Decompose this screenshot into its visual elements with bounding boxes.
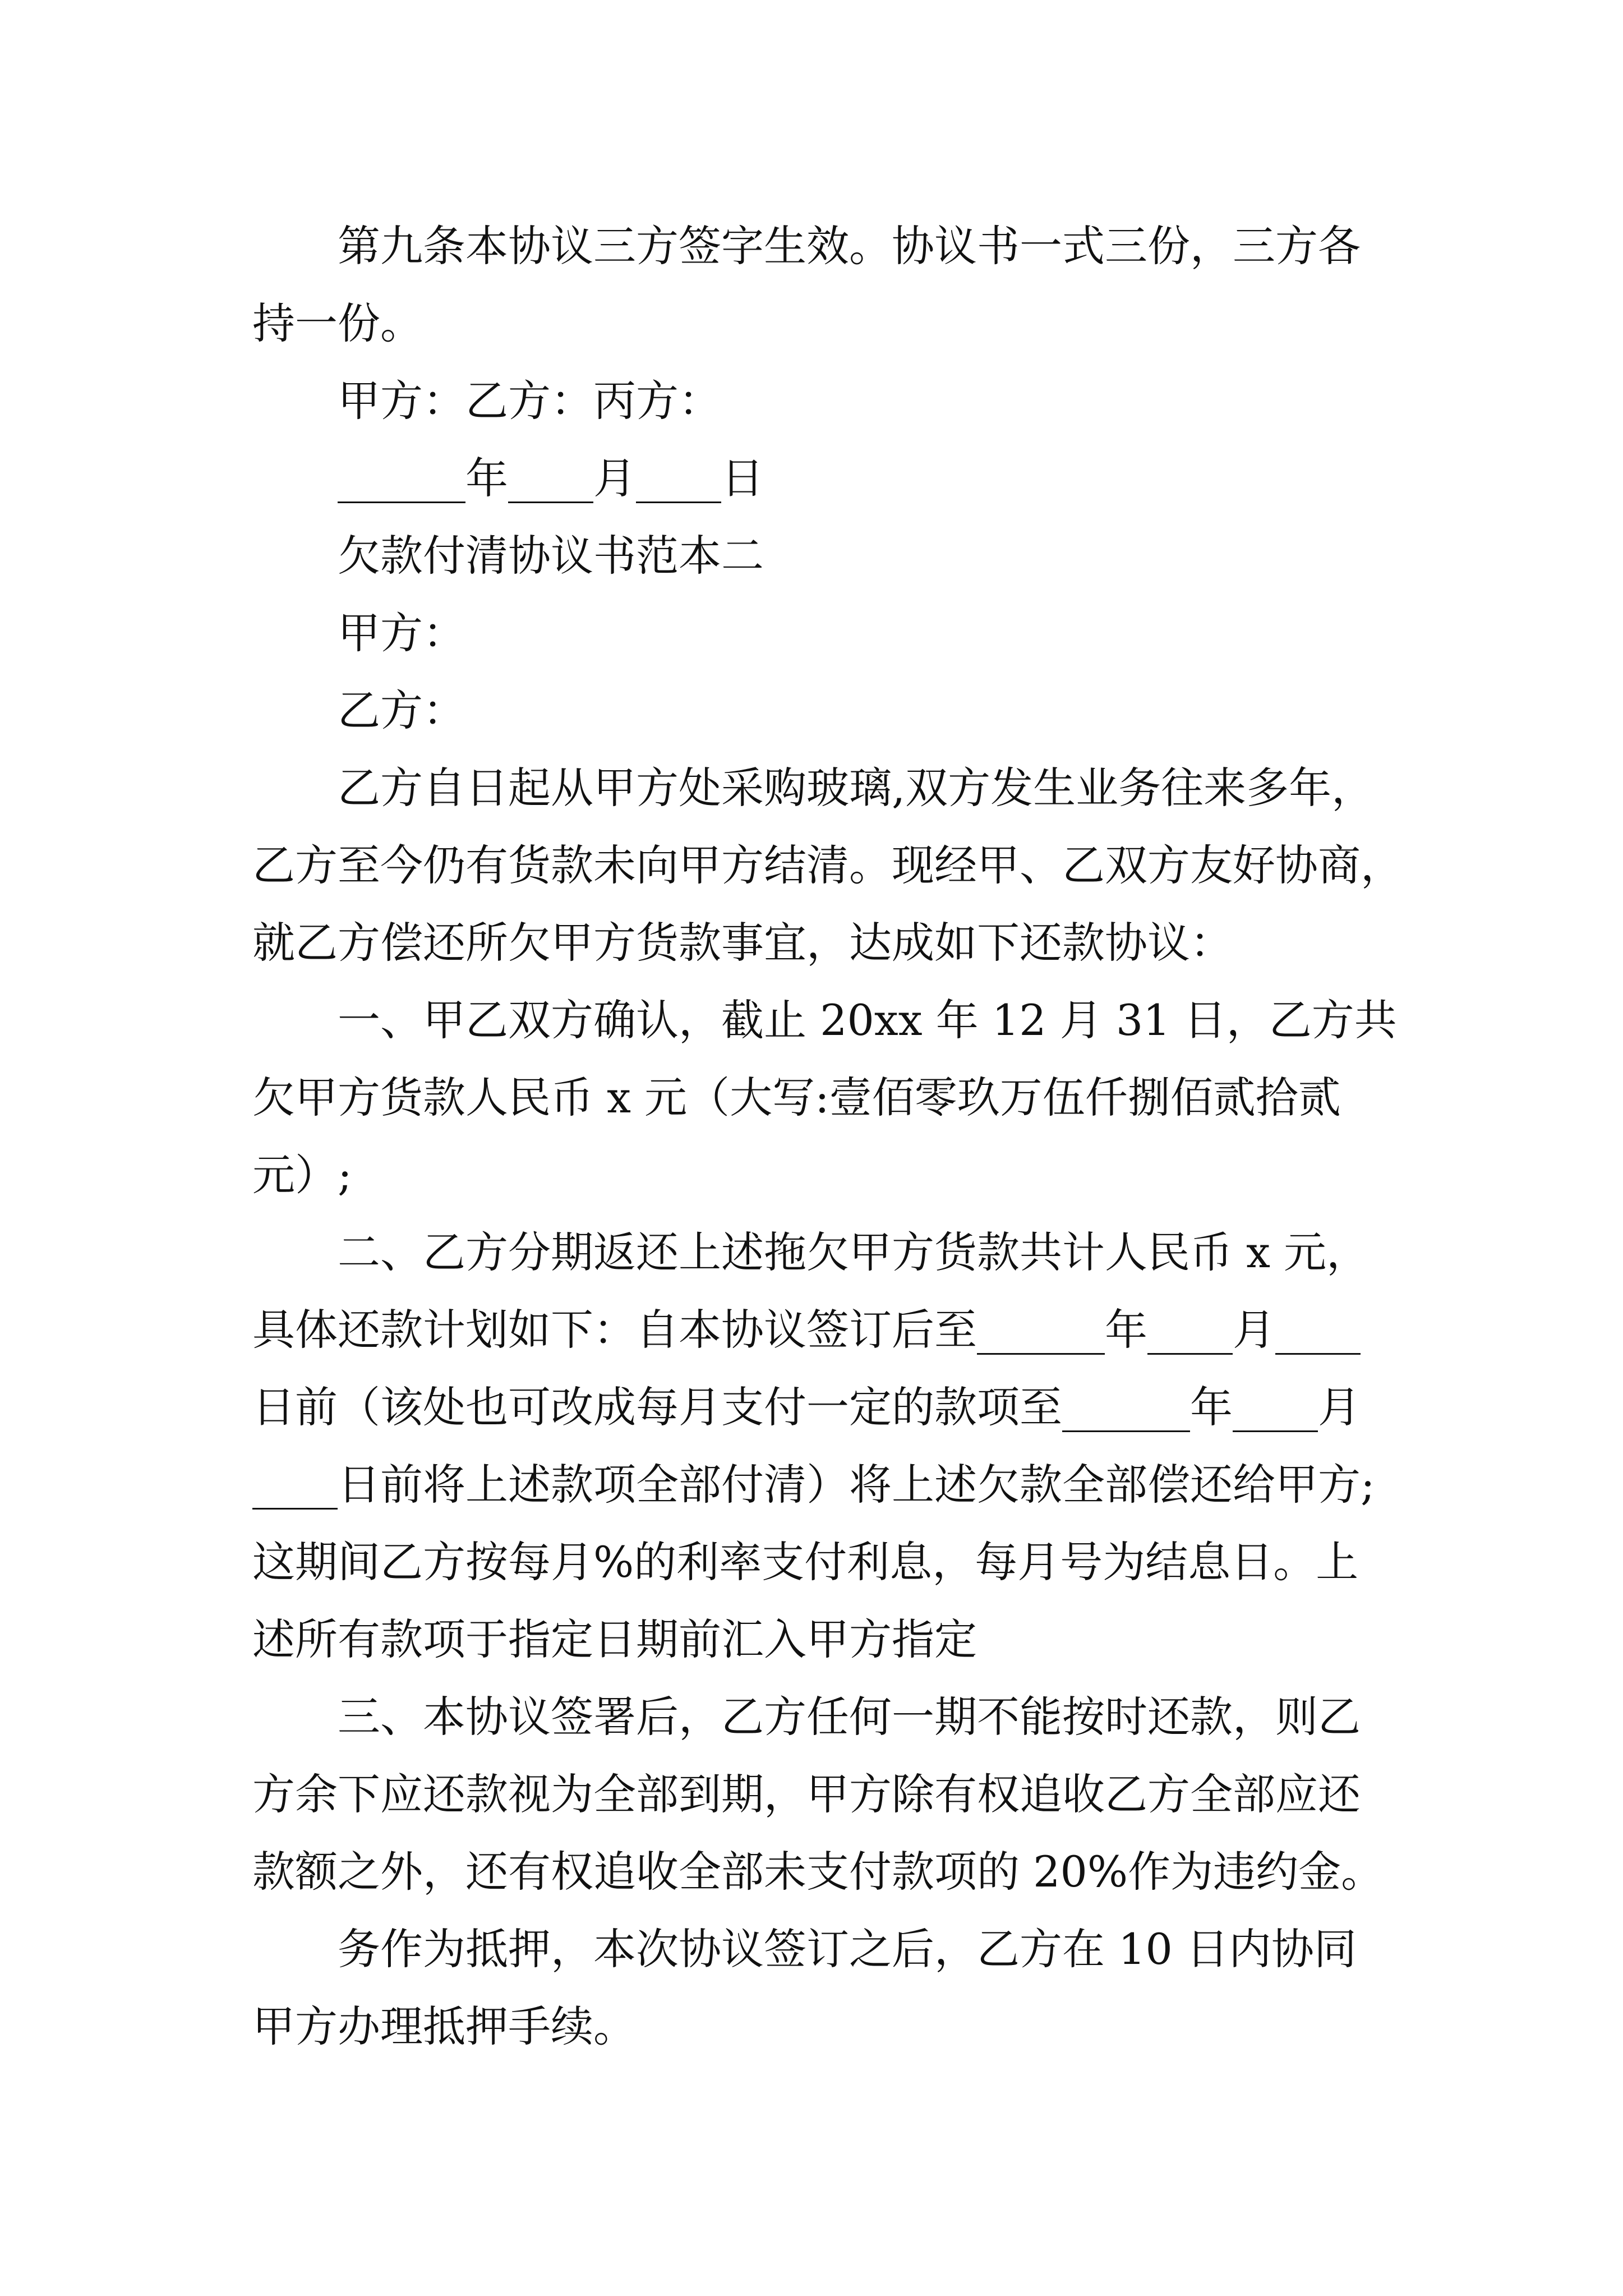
text-line: 元）; (252, 1150, 352, 1200)
text-line: 二、乙方分期返还上述拖欠甲方货款共计人民币 x 元， (338, 1227, 1370, 1277)
text-line: 款额之外，还有权追收全部未支付款项的 20%作为违约金。 (252, 1847, 1384, 1897)
text-line: 甲方：乙方：丙方： (338, 376, 721, 426)
text-line: 乙方自日起从甲方处采购玻璃,双方发生业务往来多年， (338, 763, 1375, 813)
text-line: ______年____月____日 (338, 453, 764, 503)
text-line: 日前（该处也可改成每月支付一定的款项至______年____月 (252, 1382, 1361, 1432)
text-line: 第九条本协议三方签字生效。协议书一式三份，三方各 (338, 221, 1361, 271)
text-line: 甲方： (338, 608, 465, 658)
section-heading: 欠款付清协议书范本二 (338, 531, 764, 581)
text-line: 三、本协议签署后，乙方任何一期不能按时还款，则乙 (338, 1692, 1361, 1742)
document-page (252, 208, 1403, 2065)
text-line: 持一份。 (252, 298, 423, 348)
text-line: 这期间乙方按每月%的利率支付利息，每月号为结息日。上 (252, 1537, 1359, 1587)
text-line: 务作为抵押，本次协议签订之后，乙方在 10 日内协同 (338, 1924, 1357, 1974)
text-line: 就乙方偿还所欠甲方货款事宜，达成如下还款协议： (252, 918, 1233, 968)
text-line: 述所有款项于指定日期前汇入甲方指定 (252, 1614, 977, 1664)
text-line: 乙方至今仍有货款未向甲方结清。现经甲、乙双方友好协商， (252, 840, 1403, 890)
text-line: 一、甲乙双方确认，截止 20xx 年 12 月 31 日，乙方共 (338, 995, 1397, 1045)
text-line: 甲方办理抵押手续。 (252, 2001, 636, 2051)
text-line: 方余下应还款视为全部到期，甲方除有权追收乙方全部应还 (252, 1769, 1361, 1819)
text-line: 乙方： (338, 685, 465, 735)
text-line: 欠甲方货款人民币 x 元（大写:壹佰零玖万伍仟捌佰贰拾贰 (252, 1073, 1341, 1122)
text-line: 具体还款计划如下：自本协议签订后至______年____月____ (252, 1305, 1361, 1355)
text-line: ____日前将上述款项全部付清）将上述欠款全部偿还给甲方; (252, 1460, 1375, 1510)
